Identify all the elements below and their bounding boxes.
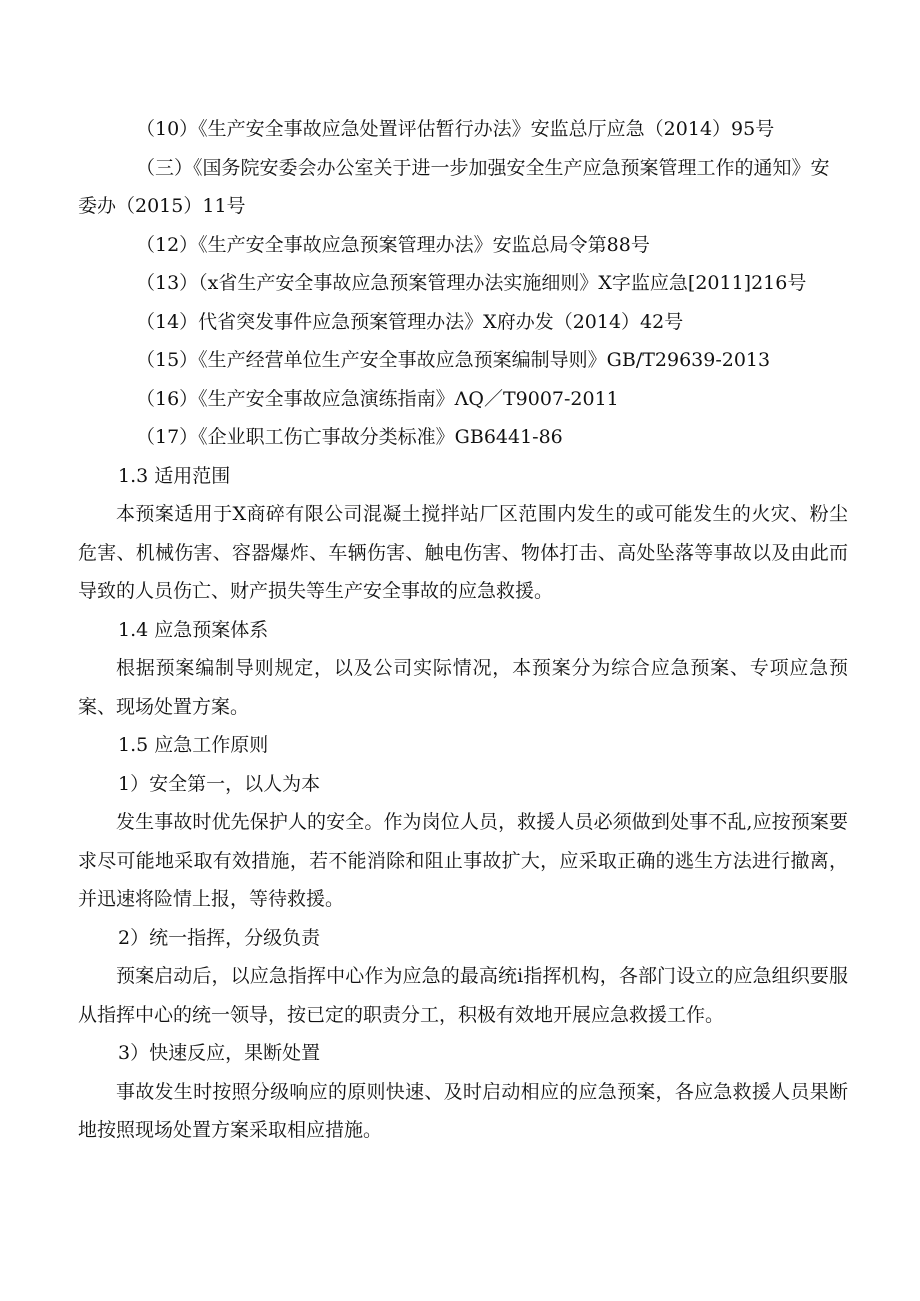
document-body: [78, 110, 848, 1150]
reference-item: （12）《生产安全事故应急预案管理办法》安监总局令第88号: [136, 233, 650, 256]
reference-item: （10）《生产安全事故应急处置评估暂行办法》安监总厅应急（2014）95号: [136, 118, 775, 140]
principle-title: 1）安全第一，以人为本: [118, 772, 321, 795]
reference-item: （16）《生产安全事故应急演练指南》ΛQ／T9007-2011: [136, 387, 619, 410]
section-body-scope: 本预案适用于X商碎有限公司混凝土搅拌站厂区范围内发生的或可能发生的火灾、粉尘危害、机械伤害、容器爆炸、车辆伤害、触电伤害、物体打击、高处坠落等事故以及由此而导致的人员伤亡、财产损失等生产安全事故的应急救援。: [78, 503, 848, 602]
principle-body: 预案启动后，以应急指挥中心作为应急的最高统i指挥机构，各部门设立的应急组织要服从指挥中心的统一领导，按已定的职责分工，积极有效地开展应急救援工作。: [78, 965, 848, 1026]
principle-body: 事故发生时按照分级响应的原则快速、及时启动相应的应急预案，各应急救援人员果断地按照现场处置方案采取相应措施。: [78, 1080, 848, 1141]
principle-title: 2）统一指挥，分级负责: [118, 926, 321, 949]
section-heading-plan-system: 1.4 应急预案体系: [118, 618, 269, 641]
section-heading-scope: 1.3 适用范围: [118, 464, 231, 487]
reference-item: （15）《生产经营单位生产安全事故应急预案编制导则》GB/T29639-2013: [136, 349, 771, 371]
reference-item: （三）《国务院安委会办公室关于进一步加强安全生产应急预案管理工作的通知》安委办（2015）11号: [78, 156, 830, 217]
principle-title: 3）快速反应，果断处置: [118, 1042, 321, 1064]
section-heading-principles: 1.5 应急工作原则: [118, 734, 269, 756]
reference-item: （13）（x省生产安全事故应急预案管理办法实施细则》X字监应急[2011]216号: [136, 272, 807, 294]
principle-body: 发生事故时优先保护人的安全。作为岗位人员，救援人员必须做到处事不乱,应按预案要求尽可能地采取有效措施，若不能消除和阻止事故扩大，应采取正确的逃生方法进行撤离，并迅速将险情上报，等待救援。: [78, 811, 848, 910]
section-body-plan-system: 根据预案编制导则规定，以及公司实际情况，本预案分为综合应急预案、专项应急预案、现场处置方案。: [78, 657, 848, 718]
reference-item: （17）《企业职工伤亡事故分类标准》GB6441-86: [136, 426, 563, 448]
reference-item: （14）代省突发事件应急预案管理办法》X府办发（2014）42号: [136, 310, 684, 333]
